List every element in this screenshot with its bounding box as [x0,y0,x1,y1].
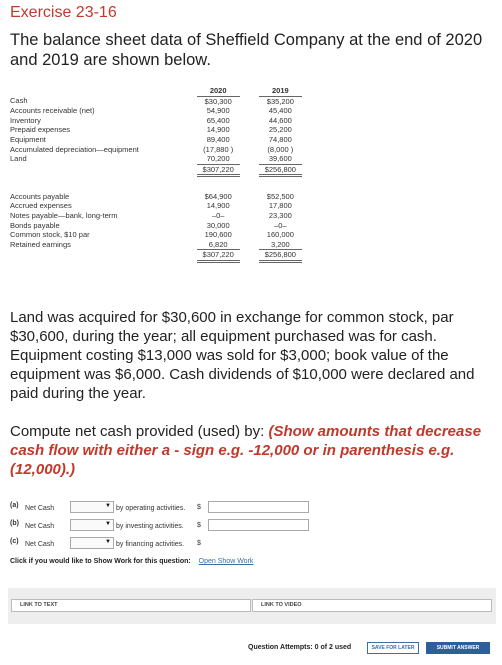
table-row: Accrued expenses 14,900 17,800 [10,201,292,211]
question-letter: (b) [10,520,19,527]
compute-instructions [10,422,495,479]
provided-used-select[interactable] [70,501,114,513]
liabilities-total-row: $307,220 $256,800 [10,250,302,262]
question-attempts: Question Attempts: 0 of 2 used [248,644,352,651]
table-row: Land 70,200 39,600 [10,154,302,164]
show-work-line [10,558,253,565]
table-row: Bonds payable 30,000 –0– [10,220,287,230]
compute-highlight: (Show amounts that decrease cash flow with either a - sign e.g. -12,000 or in parenthesis e.g. (12,000).) [10,423,482,478]
year-2019-header: 2019 [259,86,302,96]
net-cash-label: Net Cash [25,505,55,512]
activity-label: by investing activities. [116,523,184,530]
provided-used-select[interactable] [70,537,114,549]
caret-down-icon: ▼ [105,539,111,545]
intro-text: The balance sheet data of Sheffield Company at the end of 2020 and 2019 are shown below. [10,31,483,69]
table-row: Accounts payable $64,900 $52,500 [10,191,294,201]
table-row: Common stock, $10 par 190,600 160,000 [10,230,294,240]
open-show-work-link[interactable]: Open Show Work [198,558,254,565]
question-b-row [10,518,300,534]
investing-amount-input[interactable] [208,519,309,531]
operating-amount-input[interactable] [208,501,309,513]
table-row: Inventory 65,400 44,600 [10,115,292,125]
table-row: Retained earnings 6,820 3,200 [10,240,302,250]
dollar-sign: $ [197,504,201,511]
table-row: Notes payable—bank, long-term –0– 23,300 [10,211,292,221]
question-a-row [10,500,300,516]
table-row: Equipment 89,400 74,800 [10,134,292,144]
caret-down-icon: ▼ [105,503,111,509]
dollar-sign: $ [197,540,201,547]
show-work-prompt: Click if you would like to Show Work for this question: [10,558,191,565]
problem-paragraph: Land was acquired for $30,600 in exchange for common stock, par $30,600, during the year; all equipment purchased was for cash. Equipment costing $13,000 was sold for $3,000; book value of the equipment was $6,000. Cash dividends of $10,000 were declared and paid during the year. [10,309,475,402]
balance-sheet-table [10,86,302,263]
question-c-row [10,536,300,552]
provided-used-select[interactable] [70,519,114,531]
activity-label: by financing activities. [116,541,185,548]
compute-prefix: Compute net cash provided (used) by: [10,423,269,440]
activity-label: by operating activities. [116,505,186,512]
submit-answer-button[interactable]: SUBMIT ANSWER [426,642,490,654]
link-to-video-button[interactable]: LINK TO VIDEO [252,599,492,612]
footer-bar [0,640,502,660]
resource-links-panel [8,588,496,624]
save-for-later-button[interactable]: SAVE FOR LATER [367,642,419,654]
table-row: Cash $30,300 $35,200 [10,96,294,106]
question-letter: (a) [10,502,19,509]
table-row: Accumulated depreciation—equipment (17,880 ) (8,000 ) [10,144,294,154]
exercise-title: Exercise 23-16 [10,4,117,21]
dollar-sign: $ [197,522,201,529]
table-header-row [10,86,302,96]
assets-total-row: $307,220 $256,800 [10,164,302,176]
link-to-text-button[interactable]: LINK TO TEXT [11,599,251,612]
year-2020-header: 2020 [197,86,240,96]
net-cash-label: Net Cash [25,541,55,548]
table-row: Prepaid expenses 14,900 25,200 [10,125,292,135]
question-letter: (c) [10,538,19,545]
table-row: Accounts receivable (net) 54,900 45,400 [10,106,292,116]
caret-down-icon: ▼ [105,521,111,527]
net-cash-label: Net Cash [25,523,55,530]
